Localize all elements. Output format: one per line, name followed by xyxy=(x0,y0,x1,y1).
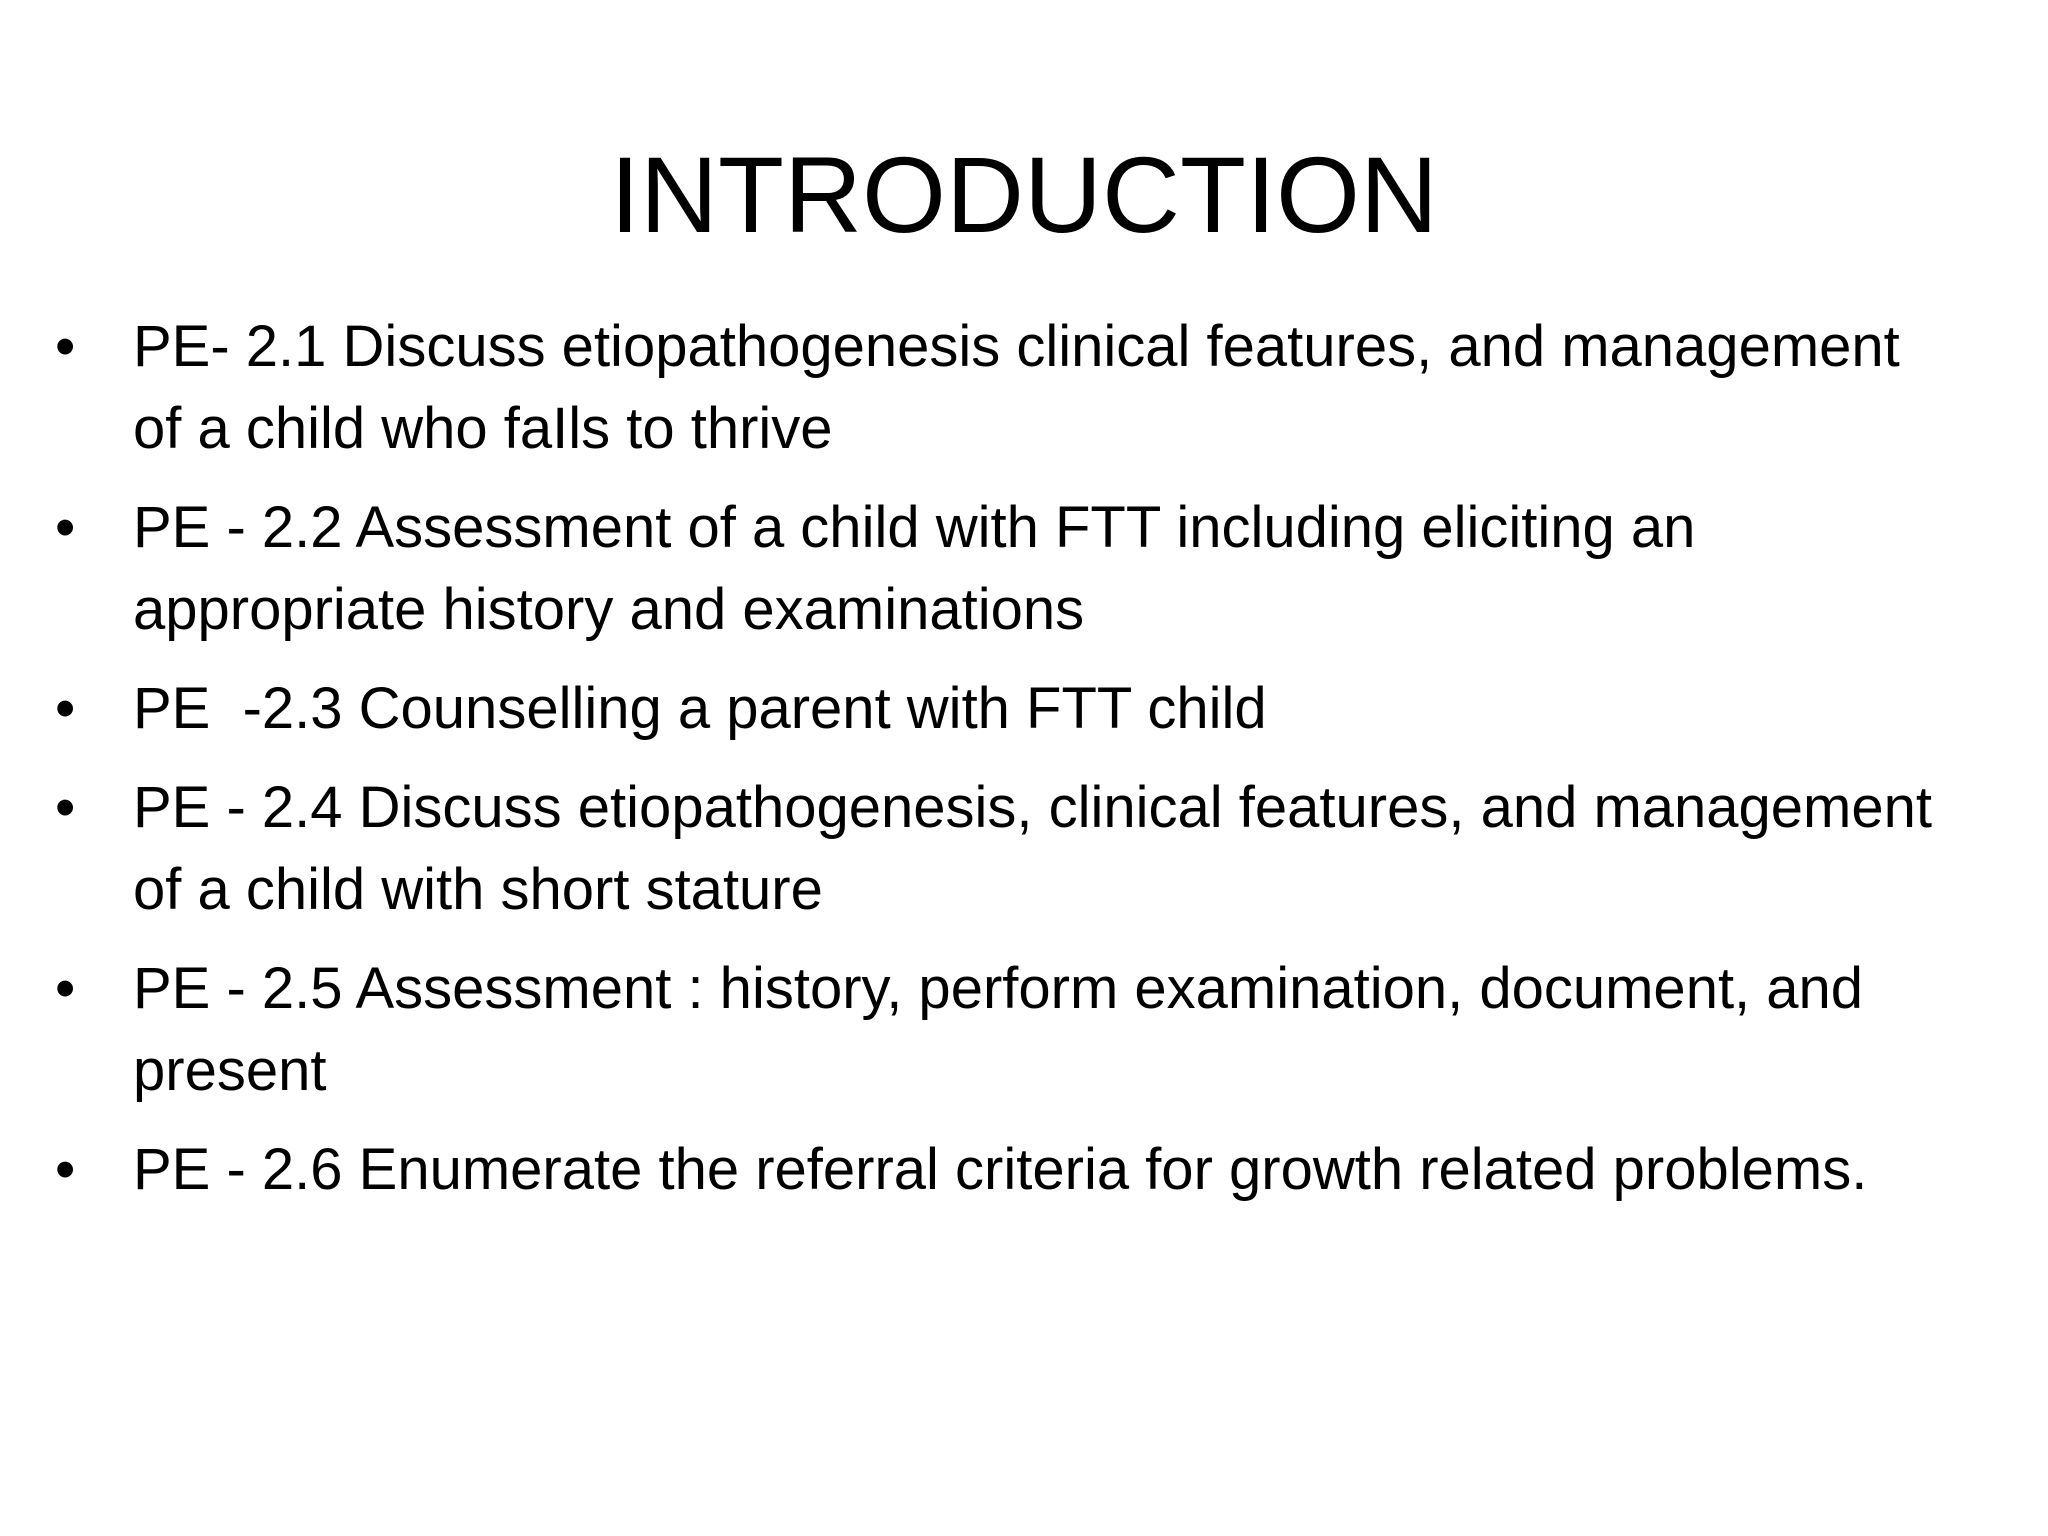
bullet-text: PE - 2.2 Assessment of a child with FTT including eliciting an appropriate history and examinations xyxy=(133,495,1696,642)
bullet-text: PE -2.3 Counselling a parent with FTT child xyxy=(133,676,1267,741)
bullet-dot-icon: • xyxy=(55,495,76,560)
bullet-item-2-5 xyxy=(55,948,1955,1112)
bullet-dot-icon: • xyxy=(55,314,76,379)
bullet-dot-icon: • xyxy=(55,676,76,741)
bullet-text: PE- 2.1 Discuss etiopathogenesis clinical features, and management of a child who faIls to thrive xyxy=(133,314,1900,461)
slide-title: INTRODUCTION xyxy=(610,134,1438,255)
bullet-dot-icon: • xyxy=(55,775,76,840)
bullet-item-2-3 xyxy=(55,668,1955,750)
bullet-item-2-6 xyxy=(55,1129,1955,1211)
bullet-dot-icon: • xyxy=(55,956,76,1021)
bullet-dot-icon: • xyxy=(55,1137,76,1202)
bullet-item-2-4 xyxy=(55,767,1955,931)
bullet-list xyxy=(55,306,1955,1228)
bullet-item-2-2 xyxy=(55,487,1955,651)
bullet-text: PE - 2.6 Enumerate the referral criteria for growth related problems. xyxy=(133,1137,1868,1202)
bullet-text: PE - 2.4 Discuss etiopathogenesis, clinical features, and management of a child with short stature xyxy=(133,775,1932,922)
bullet-text: PE - 2.5 Assessment : history, perform examination, document, and present xyxy=(133,956,1864,1103)
bullet-item-2-1 xyxy=(55,306,1955,470)
